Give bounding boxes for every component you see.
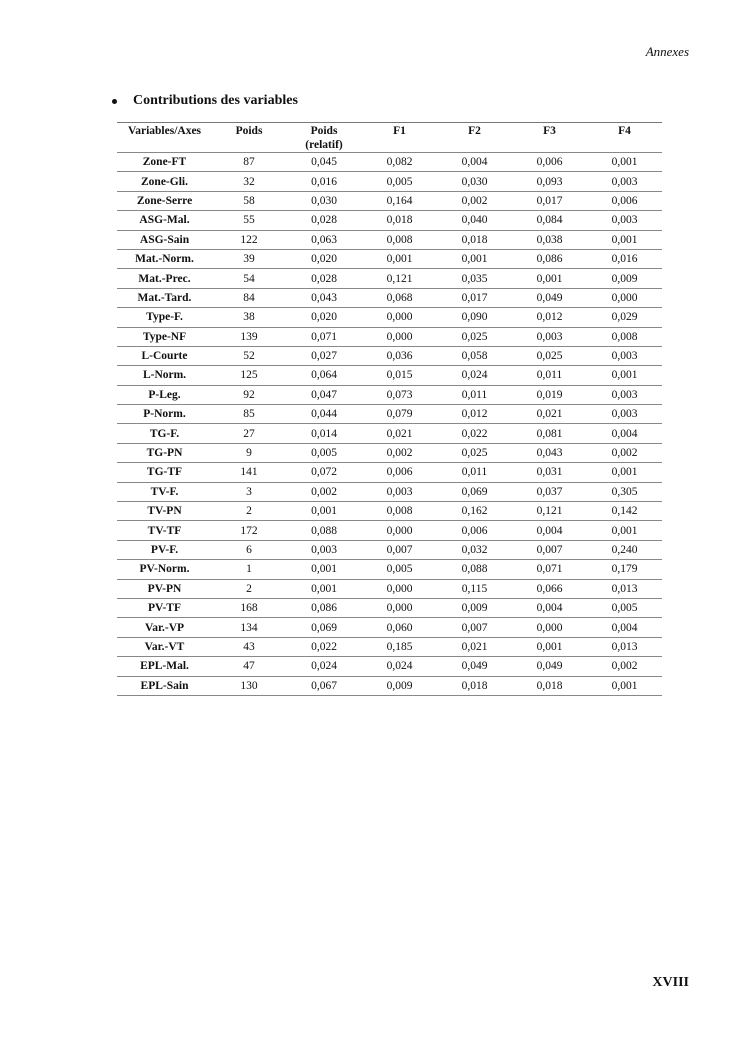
variable-name-cell: P-Norm. — [117, 405, 212, 424]
value-cell: 0,018 — [512, 676, 587, 695]
running-header: Annexes — [645, 44, 689, 59]
value-cell: 0,121 — [362, 269, 437, 288]
table-row — [117, 443, 662, 462]
page-number: XVIII — [652, 975, 689, 990]
value-cell: 0,000 — [362, 579, 437, 598]
value-cell: 0,022 — [286, 637, 362, 656]
variable-name-cell: ASG-Mal. — [117, 211, 212, 230]
value-cell: 0,037 — [512, 482, 587, 501]
value-cell: 87 — [212, 153, 286, 172]
value-cell: 43 — [212, 637, 286, 656]
value-cell: 3 — [212, 482, 286, 501]
table-row — [117, 346, 662, 365]
value-cell: 0,008 — [362, 230, 437, 249]
value-cell: 47 — [212, 657, 286, 676]
value-cell: 0,021 — [512, 405, 587, 424]
value-cell: 0,001 — [286, 560, 362, 579]
table-row — [117, 172, 662, 191]
value-cell: 0,001 — [512, 269, 587, 288]
value-cell: 0,009 — [437, 598, 512, 617]
value-cell: 0,028 — [286, 269, 362, 288]
value-cell: 0,001 — [286, 579, 362, 598]
value-cell: 0,060 — [362, 618, 437, 637]
value-cell: 0,015 — [362, 366, 437, 385]
value-cell: 0,007 — [437, 618, 512, 637]
table-row — [117, 385, 662, 404]
value-cell: 0,002 — [587, 657, 662, 676]
table-row — [117, 366, 662, 385]
table-row — [117, 405, 662, 424]
value-cell: 0,001 — [587, 153, 662, 172]
table-row — [117, 424, 662, 443]
value-cell: 0,179 — [587, 560, 662, 579]
value-cell: 0,043 — [286, 288, 362, 307]
value-cell: 0,045 — [286, 153, 362, 172]
variable-name-cell: Mat.-Tard. — [117, 288, 212, 307]
value-cell: 0,021 — [362, 424, 437, 443]
column-header: F1 — [362, 123, 437, 153]
value-cell: 85 — [212, 405, 286, 424]
table-row — [117, 211, 662, 230]
value-cell: 39 — [212, 249, 286, 268]
value-cell: 2 — [212, 502, 286, 521]
value-cell: 0,011 — [437, 385, 512, 404]
value-cell: 0,049 — [512, 657, 587, 676]
value-cell: 0,068 — [362, 288, 437, 307]
value-cell: 0,001 — [587, 230, 662, 249]
variable-name-cell: Var.-VP — [117, 618, 212, 637]
value-cell: 0,003 — [587, 346, 662, 365]
value-cell: 38 — [212, 308, 286, 327]
value-cell: 0,038 — [512, 230, 587, 249]
variable-name-cell: EPL-Mal. — [117, 657, 212, 676]
value-cell: 0,040 — [437, 211, 512, 230]
value-cell: 0,084 — [512, 211, 587, 230]
value-cell: 0,240 — [587, 540, 662, 559]
value-cell: 0,005 — [286, 443, 362, 462]
variable-name-cell: Var.-VT — [117, 637, 212, 656]
value-cell: 6 — [212, 540, 286, 559]
variable-name-cell: P-Leg. — [117, 385, 212, 404]
table-row — [117, 288, 662, 307]
value-cell: 0,063 — [286, 230, 362, 249]
variable-name-cell: Type-NF — [117, 327, 212, 346]
value-cell: 0,142 — [587, 502, 662, 521]
value-cell: 0,013 — [587, 579, 662, 598]
value-cell: 0,031 — [512, 463, 587, 482]
table-row — [117, 308, 662, 327]
value-cell: 0,003 — [587, 405, 662, 424]
value-cell: 0,072 — [286, 463, 362, 482]
value-cell: 0,047 — [286, 385, 362, 404]
value-cell: 0,044 — [286, 405, 362, 424]
table-row — [117, 269, 662, 288]
value-cell: 0,001 — [437, 249, 512, 268]
value-cell: 0,007 — [362, 540, 437, 559]
value-cell: 0,020 — [286, 249, 362, 268]
value-cell: 0,086 — [286, 598, 362, 617]
value-cell: 0,001 — [512, 637, 587, 656]
value-cell: 0,082 — [362, 153, 437, 172]
value-cell: 0,012 — [512, 308, 587, 327]
value-cell: 0,030 — [437, 172, 512, 191]
value-cell: 0,000 — [362, 327, 437, 346]
value-cell: 0,018 — [362, 211, 437, 230]
value-cell: 84 — [212, 288, 286, 307]
value-cell: 0,121 — [512, 502, 587, 521]
value-cell: 0,032 — [437, 540, 512, 559]
value-cell: 0,090 — [437, 308, 512, 327]
value-cell: 52 — [212, 346, 286, 365]
value-cell: 0,007 — [512, 540, 587, 559]
value-cell: 0,086 — [512, 249, 587, 268]
value-cell: 0,115 — [437, 579, 512, 598]
table-header-row — [117, 123, 662, 153]
column-header: F2 — [437, 123, 512, 153]
value-cell: 0,028 — [286, 211, 362, 230]
variable-name-cell: Mat.-Norm. — [117, 249, 212, 268]
value-cell: 55 — [212, 211, 286, 230]
variable-name-cell: EPL-Sain — [117, 676, 212, 695]
value-cell: 0,088 — [437, 560, 512, 579]
value-cell: 0,002 — [437, 191, 512, 210]
value-cell: 0,018 — [437, 230, 512, 249]
variable-name-cell: PV-TF — [117, 598, 212, 617]
section-title: Contributions des variables — [133, 93, 298, 108]
value-cell: 0,000 — [362, 598, 437, 617]
value-cell: 0,073 — [362, 385, 437, 404]
value-cell: 0,029 — [587, 308, 662, 327]
value-cell: 0,164 — [362, 191, 437, 210]
value-cell: 0,305 — [587, 482, 662, 501]
table-row — [117, 482, 662, 501]
value-cell: 125 — [212, 366, 286, 385]
value-cell: 0,001 — [362, 249, 437, 268]
value-cell: 0,000 — [362, 308, 437, 327]
table-row — [117, 676, 662, 695]
value-cell: 0,019 — [512, 385, 587, 404]
variable-name-cell: PV-Norm. — [117, 560, 212, 579]
value-cell: 27 — [212, 424, 286, 443]
variable-name-cell: Zone-Gli. — [117, 172, 212, 191]
table-row — [117, 153, 662, 172]
table-row — [117, 598, 662, 617]
table-row — [117, 579, 662, 598]
value-cell: 0,025 — [512, 346, 587, 365]
value-cell: 32 — [212, 172, 286, 191]
value-cell: 0,071 — [512, 560, 587, 579]
value-cell: 9 — [212, 443, 286, 462]
value-cell: 0,011 — [437, 463, 512, 482]
value-cell: 0,006 — [587, 191, 662, 210]
table-row — [117, 502, 662, 521]
variable-name-cell: ASG-Sain — [117, 230, 212, 249]
value-cell: 0,036 — [362, 346, 437, 365]
value-cell: 0,024 — [362, 657, 437, 676]
value-cell: 0,162 — [437, 502, 512, 521]
table-row — [117, 230, 662, 249]
value-cell: 0,000 — [587, 288, 662, 307]
value-cell: 0,088 — [286, 521, 362, 540]
value-cell: 0,049 — [512, 288, 587, 307]
value-cell: 0,000 — [512, 618, 587, 637]
variable-name-cell: TG-TF — [117, 463, 212, 482]
value-cell: 0,185 — [362, 637, 437, 656]
variable-name-cell: TG-F. — [117, 424, 212, 443]
table-row — [117, 463, 662, 482]
value-cell: 0,004 — [587, 618, 662, 637]
value-cell: 0,021 — [437, 637, 512, 656]
variable-name-cell: PV-PN — [117, 579, 212, 598]
contributions-table — [117, 122, 662, 696]
value-cell: 0,005 — [587, 598, 662, 617]
value-cell: 0,022 — [437, 424, 512, 443]
column-header: Variables/Axes — [117, 123, 212, 153]
column-header: F3 — [512, 123, 587, 153]
value-cell: 0,002 — [587, 443, 662, 462]
value-cell: 0,001 — [587, 676, 662, 695]
value-cell: 0,067 — [286, 676, 362, 695]
value-cell: 0,018 — [437, 676, 512, 695]
table-row — [117, 560, 662, 579]
variable-name-cell: Mat.-Prec. — [117, 269, 212, 288]
value-cell: 0,012 — [437, 405, 512, 424]
value-cell: 0,081 — [512, 424, 587, 443]
value-cell: 0,064 — [286, 366, 362, 385]
variable-name-cell: Zone-Serre — [117, 191, 212, 210]
column-header: F4 — [587, 123, 662, 153]
value-cell: 0,043 — [512, 443, 587, 462]
value-cell: 0,069 — [286, 618, 362, 637]
value-cell: 0,006 — [437, 521, 512, 540]
value-cell: 0,004 — [587, 424, 662, 443]
value-cell: 54 — [212, 269, 286, 288]
value-cell: 1 — [212, 560, 286, 579]
value-cell: 0,024 — [286, 657, 362, 676]
value-cell: 0,009 — [362, 676, 437, 695]
value-cell: 0,004 — [512, 521, 587, 540]
value-cell: 0,093 — [512, 172, 587, 191]
table-body — [117, 153, 662, 696]
table-row — [117, 521, 662, 540]
value-cell: 122 — [212, 230, 286, 249]
value-cell: 0,016 — [286, 172, 362, 191]
table-row — [117, 637, 662, 656]
variable-name-cell: Zone-FT — [117, 153, 212, 172]
table-row — [117, 540, 662, 559]
value-cell: 0,016 — [587, 249, 662, 268]
value-cell: 0,003 — [587, 211, 662, 230]
value-cell: 0,058 — [437, 346, 512, 365]
variable-name-cell: PV-F. — [117, 540, 212, 559]
value-cell: 0,017 — [437, 288, 512, 307]
value-cell: 0,006 — [362, 463, 437, 482]
value-cell: 0,008 — [587, 327, 662, 346]
value-cell: 0,003 — [587, 385, 662, 404]
value-cell: 0,049 — [437, 657, 512, 676]
value-cell: 0,002 — [362, 443, 437, 462]
table-row — [117, 249, 662, 268]
variable-name-cell: Type-F. — [117, 308, 212, 327]
value-cell: 0,017 — [512, 191, 587, 210]
variable-name-cell: TV-PN — [117, 502, 212, 521]
column-header: Poids (relatif) — [286, 123, 362, 153]
value-cell: 168 — [212, 598, 286, 617]
value-cell: 0,008 — [362, 502, 437, 521]
value-cell: 0,066 — [512, 579, 587, 598]
value-cell: 0,025 — [437, 327, 512, 346]
value-cell: 0,024 — [437, 366, 512, 385]
value-cell: 0,001 — [587, 463, 662, 482]
value-cell: 0,014 — [286, 424, 362, 443]
value-cell: 0,011 — [512, 366, 587, 385]
value-cell: 0,006 — [512, 153, 587, 172]
value-cell: 139 — [212, 327, 286, 346]
value-cell: 0,005 — [362, 560, 437, 579]
variable-name-cell: L-Courte — [117, 346, 212, 365]
value-cell: 0,025 — [437, 443, 512, 462]
value-cell: 0,069 — [437, 482, 512, 501]
value-cell: 0,002 — [286, 482, 362, 501]
value-cell: 0,001 — [286, 502, 362, 521]
value-cell: 0,030 — [286, 191, 362, 210]
value-cell: 58 — [212, 191, 286, 210]
value-cell: 0,003 — [512, 327, 587, 346]
value-cell: 2 — [212, 579, 286, 598]
value-cell: 0,003 — [286, 540, 362, 559]
value-cell: 0,001 — [587, 521, 662, 540]
value-cell: 0,004 — [512, 598, 587, 617]
value-cell: 0,071 — [286, 327, 362, 346]
value-cell: 0,020 — [286, 308, 362, 327]
variable-name-cell: TV-F. — [117, 482, 212, 501]
value-cell: 0,027 — [286, 346, 362, 365]
value-cell: 172 — [212, 521, 286, 540]
variable-name-cell: L-Norm. — [117, 366, 212, 385]
column-header: Poids — [212, 123, 286, 153]
variable-name-cell: TG-PN — [117, 443, 212, 462]
variable-name-cell: TV-TF — [117, 521, 212, 540]
value-cell: 0,079 — [362, 405, 437, 424]
value-cell: 134 — [212, 618, 286, 637]
value-cell: 0,013 — [587, 637, 662, 656]
value-cell: 0,003 — [587, 172, 662, 191]
value-cell: 0,001 — [587, 366, 662, 385]
value-cell: 0,004 — [437, 153, 512, 172]
value-cell: 0,003 — [362, 482, 437, 501]
value-cell: 92 — [212, 385, 286, 404]
value-cell: 0,035 — [437, 269, 512, 288]
value-cell: 0,009 — [587, 269, 662, 288]
section-heading — [112, 93, 298, 109]
table-row — [117, 657, 662, 676]
table-row — [117, 618, 662, 637]
value-cell: 0,005 — [362, 172, 437, 191]
table-row — [117, 327, 662, 346]
bullet-icon — [112, 99, 117, 104]
value-cell: 141 — [212, 463, 286, 482]
value-cell: 130 — [212, 676, 286, 695]
table-row — [117, 191, 662, 210]
value-cell: 0,000 — [362, 521, 437, 540]
